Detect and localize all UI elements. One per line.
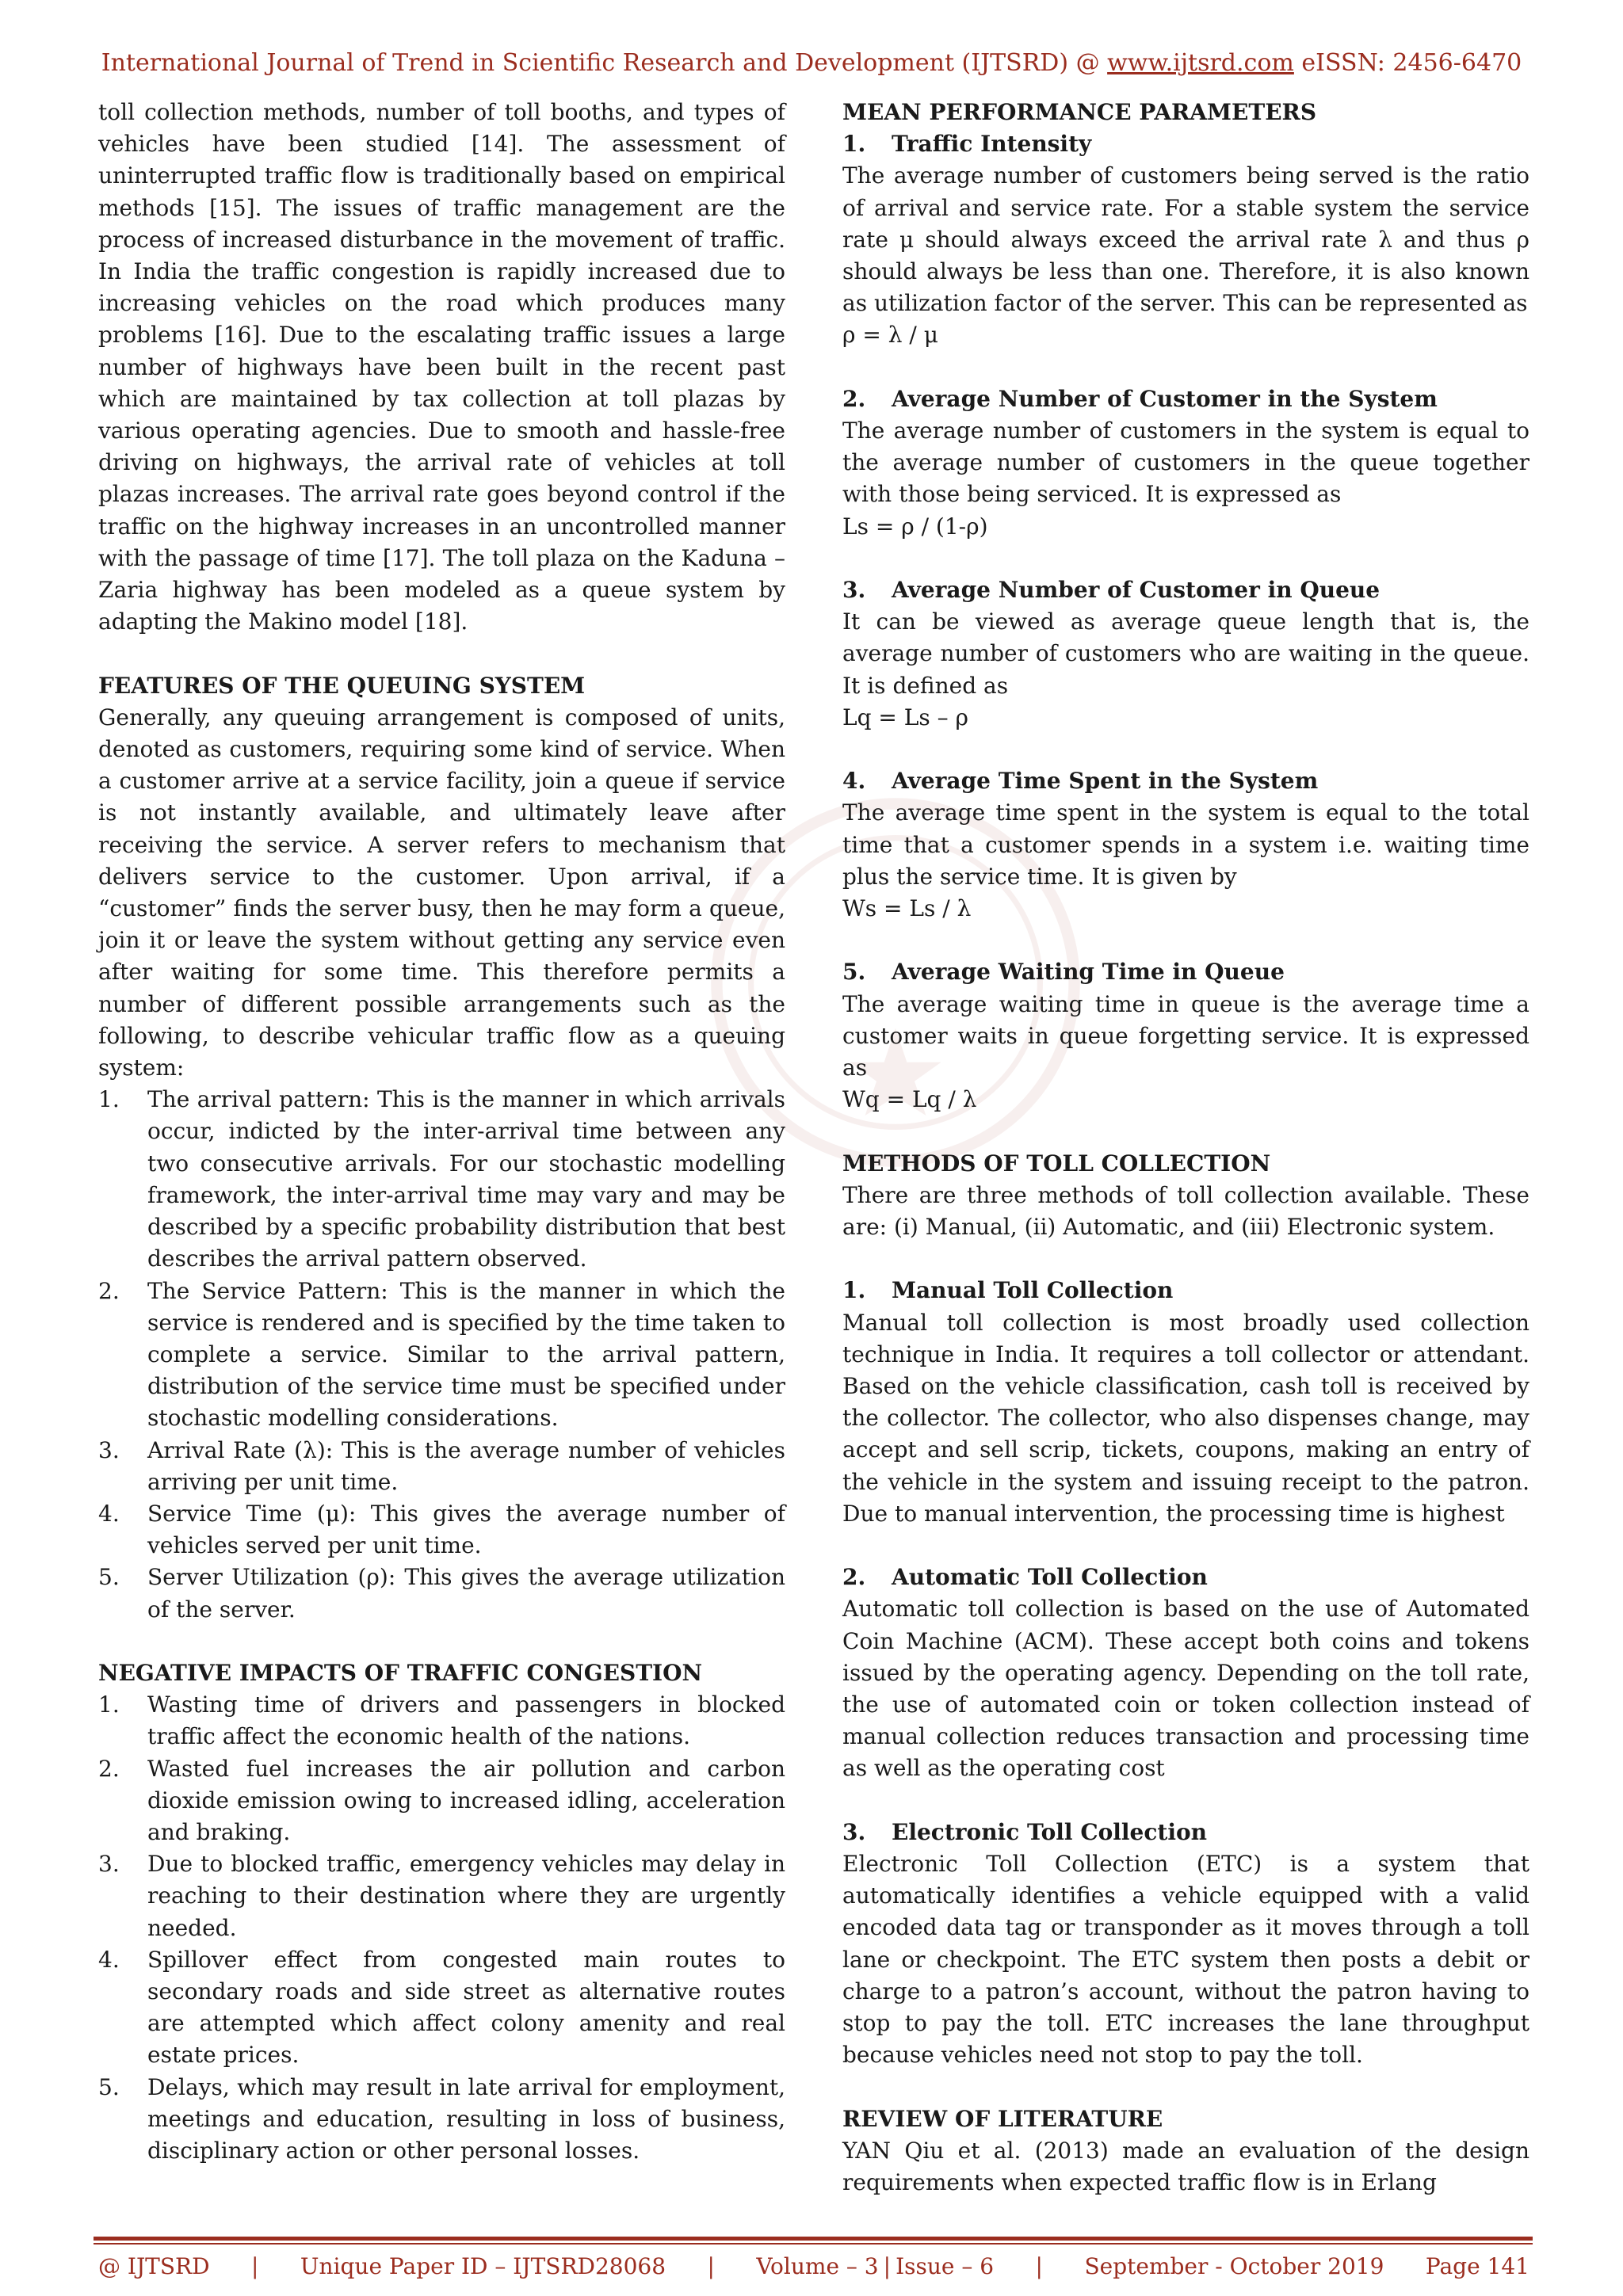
subsection-heading: 1. Traffic Intensity <box>842 131 1092 158</box>
list-item <box>98 1944 785 2072</box>
journal-url-link[interactable]: www.ijtsrd.com <box>1107 49 1294 77</box>
footer-page-number: Page 141 <box>1425 2253 1529 2279</box>
footer-copyright: @ IJTSRD <box>98 2253 210 2279</box>
subsection-heading: 5. Average Waiting Time in Queue <box>842 959 1285 986</box>
list-item <box>98 1689 785 1753</box>
mean-performance-heading: MEAN PERFORMANCE PARAMETERS <box>842 99 1317 125</box>
list-text: Wasted fuel increases the air pollution and carbon dioxide emission owing to increased idling, acceleration and braking. <box>147 1755 785 1845</box>
subsection-heading: 2. Automatic Toll Collection <box>842 1564 1208 1591</box>
subsection-heading: 4. Average Time Spent in the System <box>842 768 1319 795</box>
section-paragraph: The average number of customers being served is the ratio of arrival and service rate. For a stable system the service rate μ should always exceed the arrival rate λ and thus ρ should always be less than one. Therefore, it is also known as utilization factor of the server. This can be represented as <box>842 162 1529 317</box>
list-number: 4. <box>98 1946 120 1973</box>
list-number: 1. <box>98 1691 120 1718</box>
issn: eISSN: 2456-6470 <box>1293 49 1522 77</box>
equation: ρ = λ / μ <box>842 322 938 349</box>
section-paragraph: The average waiting time in queue is the average time a customer waits in queue forgetting service. It is expressed as <box>842 990 1529 1081</box>
negative-impacts-list <box>98 1689 785 2167</box>
list-text: Due to blocked traffic, emergency vehicles may delay in reaching to their destination where they are urgently needed. <box>147 1851 785 1941</box>
list-number: 2. <box>98 1755 120 1782</box>
equation: Ls = ρ / (1-ρ) <box>842 513 988 540</box>
list-text: Arrival Rate (λ): This is the average number of vehicles arriving per unit time. <box>147 1436 785 1495</box>
list-number: 2. <box>98 1277 120 1304</box>
list-text: The Service Pattern: This is the manner in which the service is rendered and is specified by the time taken to complete a service. Similar to the arrival pattern, distribution of the service time must be specified under stochastic modelling considerations. <box>147 1277 785 1432</box>
footer-volume-issue: Volume – 3 | Issue – 6 <box>756 2253 995 2279</box>
toll-methods-heading: METHODS OF TOLL COLLECTION <box>842 1150 1271 1177</box>
list-text: Spillover effect from congested main routes to secondary roads and side street as alternative routes are attempted which affect colony amenity and real estate prices. <box>147 1946 785 2069</box>
list-number: 4. <box>98 1500 120 1527</box>
equation: Ws = Ls / λ <box>842 895 972 922</box>
intro-paragraph: toll collection methods, number of toll booths, and types of vehicles have been studied [14]. The assessment of uninterrupted traffic flow is traditionally based on empirical methods [15]. The issues of traffic management are the process of increased disturbance in the movement of traffic. In India the traffic congestion is rapidly increased due to increasing vehicles on the road which produces many problems [16]. Due to the escalating traffic issues a large number of highways have been built in the recent past which are maintained by tax collection at toll plazas by various operating agencies. Due to smooth and hassle-free driving on highways, the arrival rate of vehicles at toll plazas increases. The arrival rate goes beyond control if the traffic on the highway increases in an uncontrolled manner with the passage of time [17]. The toll plaza on the Kaduna – Zaria highway has been modeled as a queue system by adapting the Makino model [18]. <box>98 99 785 635</box>
journal-name: International Journal of Trend in Scientific Research and Development (IJTSRD) @ <box>101 49 1108 77</box>
list-text: The arrival pattern: This is the manner in which arrivals occur, indicted by the inter-arrival time between any two consecutive arrivals. For our stochastic modelling framework, the inter-arrival time may vary and may be described by a specific probability distribution that best describes the arrival pattern observed. <box>147 1086 785 1272</box>
footer-separator: | <box>251 2253 259 2279</box>
list-number: 5. <box>98 2073 120 2100</box>
running-footer <box>98 2253 1529 2279</box>
list-item <box>98 1276 785 1435</box>
list-number: 3. <box>98 1436 120 1463</box>
negative-impacts-heading: NEGATIVE IMPACTS OF TRAFFIC CONGESTION <box>98 1659 703 1686</box>
subsection-heading: 2. Average Number of Customer in the System <box>842 385 1438 412</box>
features-heading: FEATURES OF THE QUEUING SYSTEM <box>98 672 586 699</box>
list-number: 5. <box>98 1564 120 1591</box>
footer-paper-id: Unique Paper ID – IJTSRD28068 <box>300 2253 666 2279</box>
list-item <box>98 1435 785 1498</box>
section-paragraph: It can be viewed as average queue length that is, the average number of customers who are waiting in the queue. It is defined as <box>842 608 1529 699</box>
section-paragraph: Electronic Toll Collection (ETC) is a system that automatically identifies a vehicle equipped with a valid encoded data tag or transponder as it moves through a toll lane or checkpoint. The ETC system then posts a debit or charge to a patron’s account, without the patron having to stop to pay the toll. ETC increases the lane throughput because vehicles need not stop to pay the toll. <box>842 1851 1529 2069</box>
subsection-heading: 3. Average Number of Customer in Queue <box>842 577 1381 604</box>
running-header <box>0 49 1623 77</box>
right-column <box>842 97 1529 2199</box>
section-paragraph: YAN Qiu et al. (2013) made an evaluation of the design requirements when expected traffic flow is in Erlang <box>842 2137 1529 2196</box>
list-text: Server Utilization (ρ): This gives the average utilization of the server. <box>147 1564 785 1623</box>
list-item <box>98 1562 785 1625</box>
footer-rule <box>94 2237 1533 2241</box>
review-heading: REVIEW OF LITERATURE <box>842 2105 1163 2132</box>
list-item <box>98 1498 785 1562</box>
equation: Wq = Lq / λ <box>842 1086 977 1113</box>
subsection-heading: 1. Manual Toll Collection <box>842 1277 1174 1304</box>
section-paragraph: There are three methods of toll collection available. These are: (i) Manual, (ii) Automatic, and (iii) Electronic system. <box>842 1181 1529 1241</box>
list-number: 3. <box>98 1851 120 1878</box>
footer-date: September - October 2019 <box>1084 2253 1384 2279</box>
left-column <box>98 97 785 2167</box>
list-item <box>98 2072 785 2168</box>
footer-separator: | <box>707 2253 715 2279</box>
footer-rule <box>94 2243 1533 2245</box>
list-text: Delays, which may result in late arrival for employment, meetings and education, resulting in loss of business, disciplinary action or other personal losses. <box>147 2073 785 2164</box>
list-number: 1. <box>98 1086 120 1113</box>
list-item <box>98 1084 785 1275</box>
features-list <box>98 1084 785 1625</box>
list-text: Service Time (μ): This gives the average number of vehicles served per unit time. <box>147 1500 785 1559</box>
footer-separator: | <box>1035 2253 1043 2279</box>
section-paragraph: Manual toll collection is most broadly used collection technique in India. It requires a toll collector or attendant. Based on the vehicle classification, cash toll is received by the collector. The collector, who also dispenses change, may accept and sell scrip, tickets, coupons, making an entry of the vehicle in the system and issuing receipt to the patron. Due to manual intervention, the processing time is highest <box>842 1309 1529 1527</box>
equation: Lq = Ls – ρ <box>842 704 969 730</box>
section-paragraph: The average number of customers in the system is equal to the average number of customers in the queue together with those being serviced. It is expressed as <box>842 418 1529 508</box>
features-paragraph: Generally, any queuing arrangement is composed of units, denoted as customers, requiring some kind of service. When a customer arrive at a service facility, join a queue if service is not instantly available, and ultimately leave after receiving the service. A server refers to mechanism that delivers service to the customer. Upon arrival, if a “customer” finds the server busy, then he may form a queue, join it or leave the system without getting any service even after waiting for some time. This therefore permits a number of different possible arrangements such as the following, to describe vehicular traffic flow as a queuing system: <box>98 704 785 1081</box>
section-paragraph: The average time spent in the system is equal to the total time that a customer spends in a system i.e. waiting time plus the service time. It is given by <box>842 799 1529 890</box>
list-item <box>98 1753 785 1849</box>
subsection-heading: 3. Electronic Toll Collection <box>842 1818 1208 1845</box>
list-text: Wasting time of drivers and passengers in blocked traffic affect the economic health of the nations. <box>147 1691 785 1750</box>
section-paragraph: Automatic toll collection is based on the use of Automated Coin Machine (ACM). These accept both coins and tokens issued by the operating agency. Depending on the toll rate, the use of automated coin or token collection instead of manual collection reduces transaction and processing time as well as the operating cost <box>842 1596 1529 1782</box>
list-item <box>98 1848 785 1944</box>
